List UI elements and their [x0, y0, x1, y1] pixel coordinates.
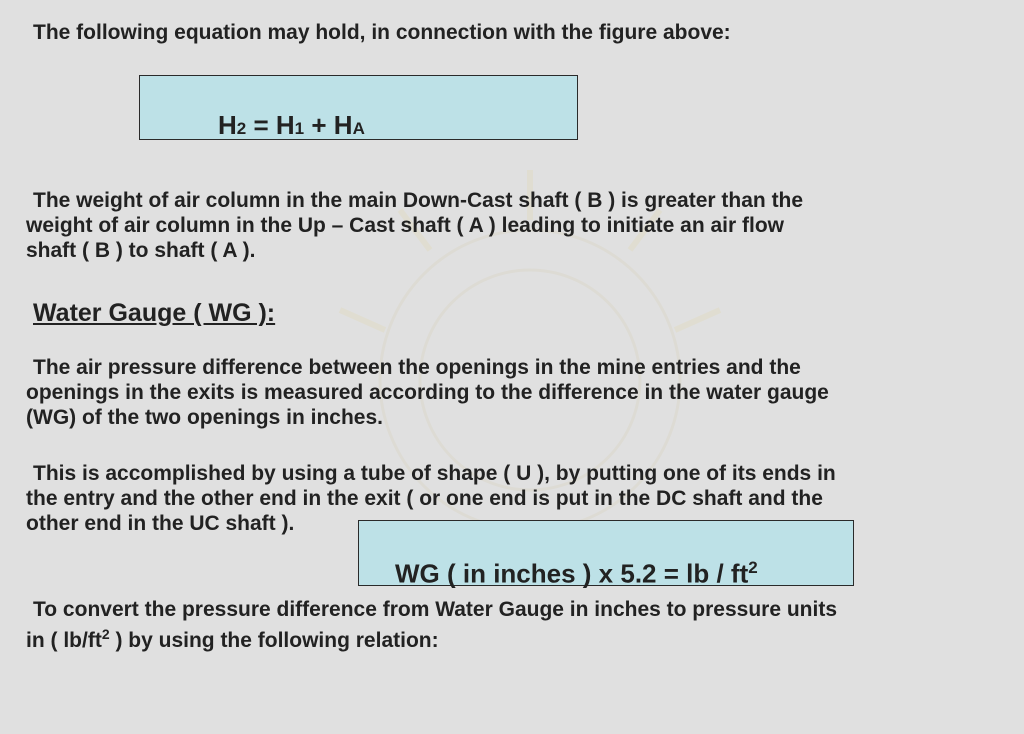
paragraph-line: (WG) of the two openings in inches.: [26, 406, 383, 429]
equation-subscript: 2: [236, 119, 247, 138]
equation-text: WG ( in inches ) x 5.2 = lb / ft: [395, 558, 749, 589]
equation-box-wg: [358, 520, 854, 589]
equals-sign: =: [246, 110, 276, 140]
equation-term: H: [275, 110, 295, 140]
paragraph-fragment: ) by using the following relation:: [109, 629, 439, 652]
paragraph-line: shaft ( B ) to shaft ( A ).: [26, 239, 256, 262]
paragraph-superscript: 2: [101, 626, 110, 642]
paragraph-line: other end in the UC shaft ).: [26, 512, 295, 535]
paragraph-line: This is accomplished by using a tube of shape ( U ), by putting one of its ends in: [33, 462, 836, 485]
equation-term: H: [218, 110, 237, 140]
equation-box-head: [139, 75, 578, 140]
paragraph-line: [26, 622, 439, 654]
wg-equation: [395, 553, 758, 589]
paragraph-line: openings in the exits is measured according to the difference in the water gauge: [26, 381, 829, 404]
head-equation: [218, 110, 365, 144]
paragraph-line: The weight of air column in the main Down-Cast shaft ( B ) is greater than the: [33, 189, 804, 212]
equation-subscript: A: [352, 119, 365, 138]
paragraph-fragment: in ( lb/ft: [26, 629, 102, 652]
equation-subscript: 1: [294, 119, 305, 138]
paragraph-line: weight of air column in the Up – Cast shaft ( A ) leading to initiate an air flow: [26, 214, 784, 237]
plus-sign: +: [304, 110, 334, 140]
paragraph-line: the entry and the other end in the exit ( or one end is put in the DC shaft and the: [26, 487, 823, 510]
equation-superscript: 2: [748, 558, 758, 577]
intro-text: The following equation may hold, in connection with the figure above:: [33, 21, 731, 44]
paragraph-line: The air pressure difference between the openings in the mine entries and the: [33, 356, 801, 379]
equation-term: H: [333, 110, 353, 140]
section-heading: Water Gauge ( WG ):: [33, 299, 276, 327]
paragraph-line: To convert the pressure difference from Water Gauge in inches to pressure units: [33, 598, 838, 621]
